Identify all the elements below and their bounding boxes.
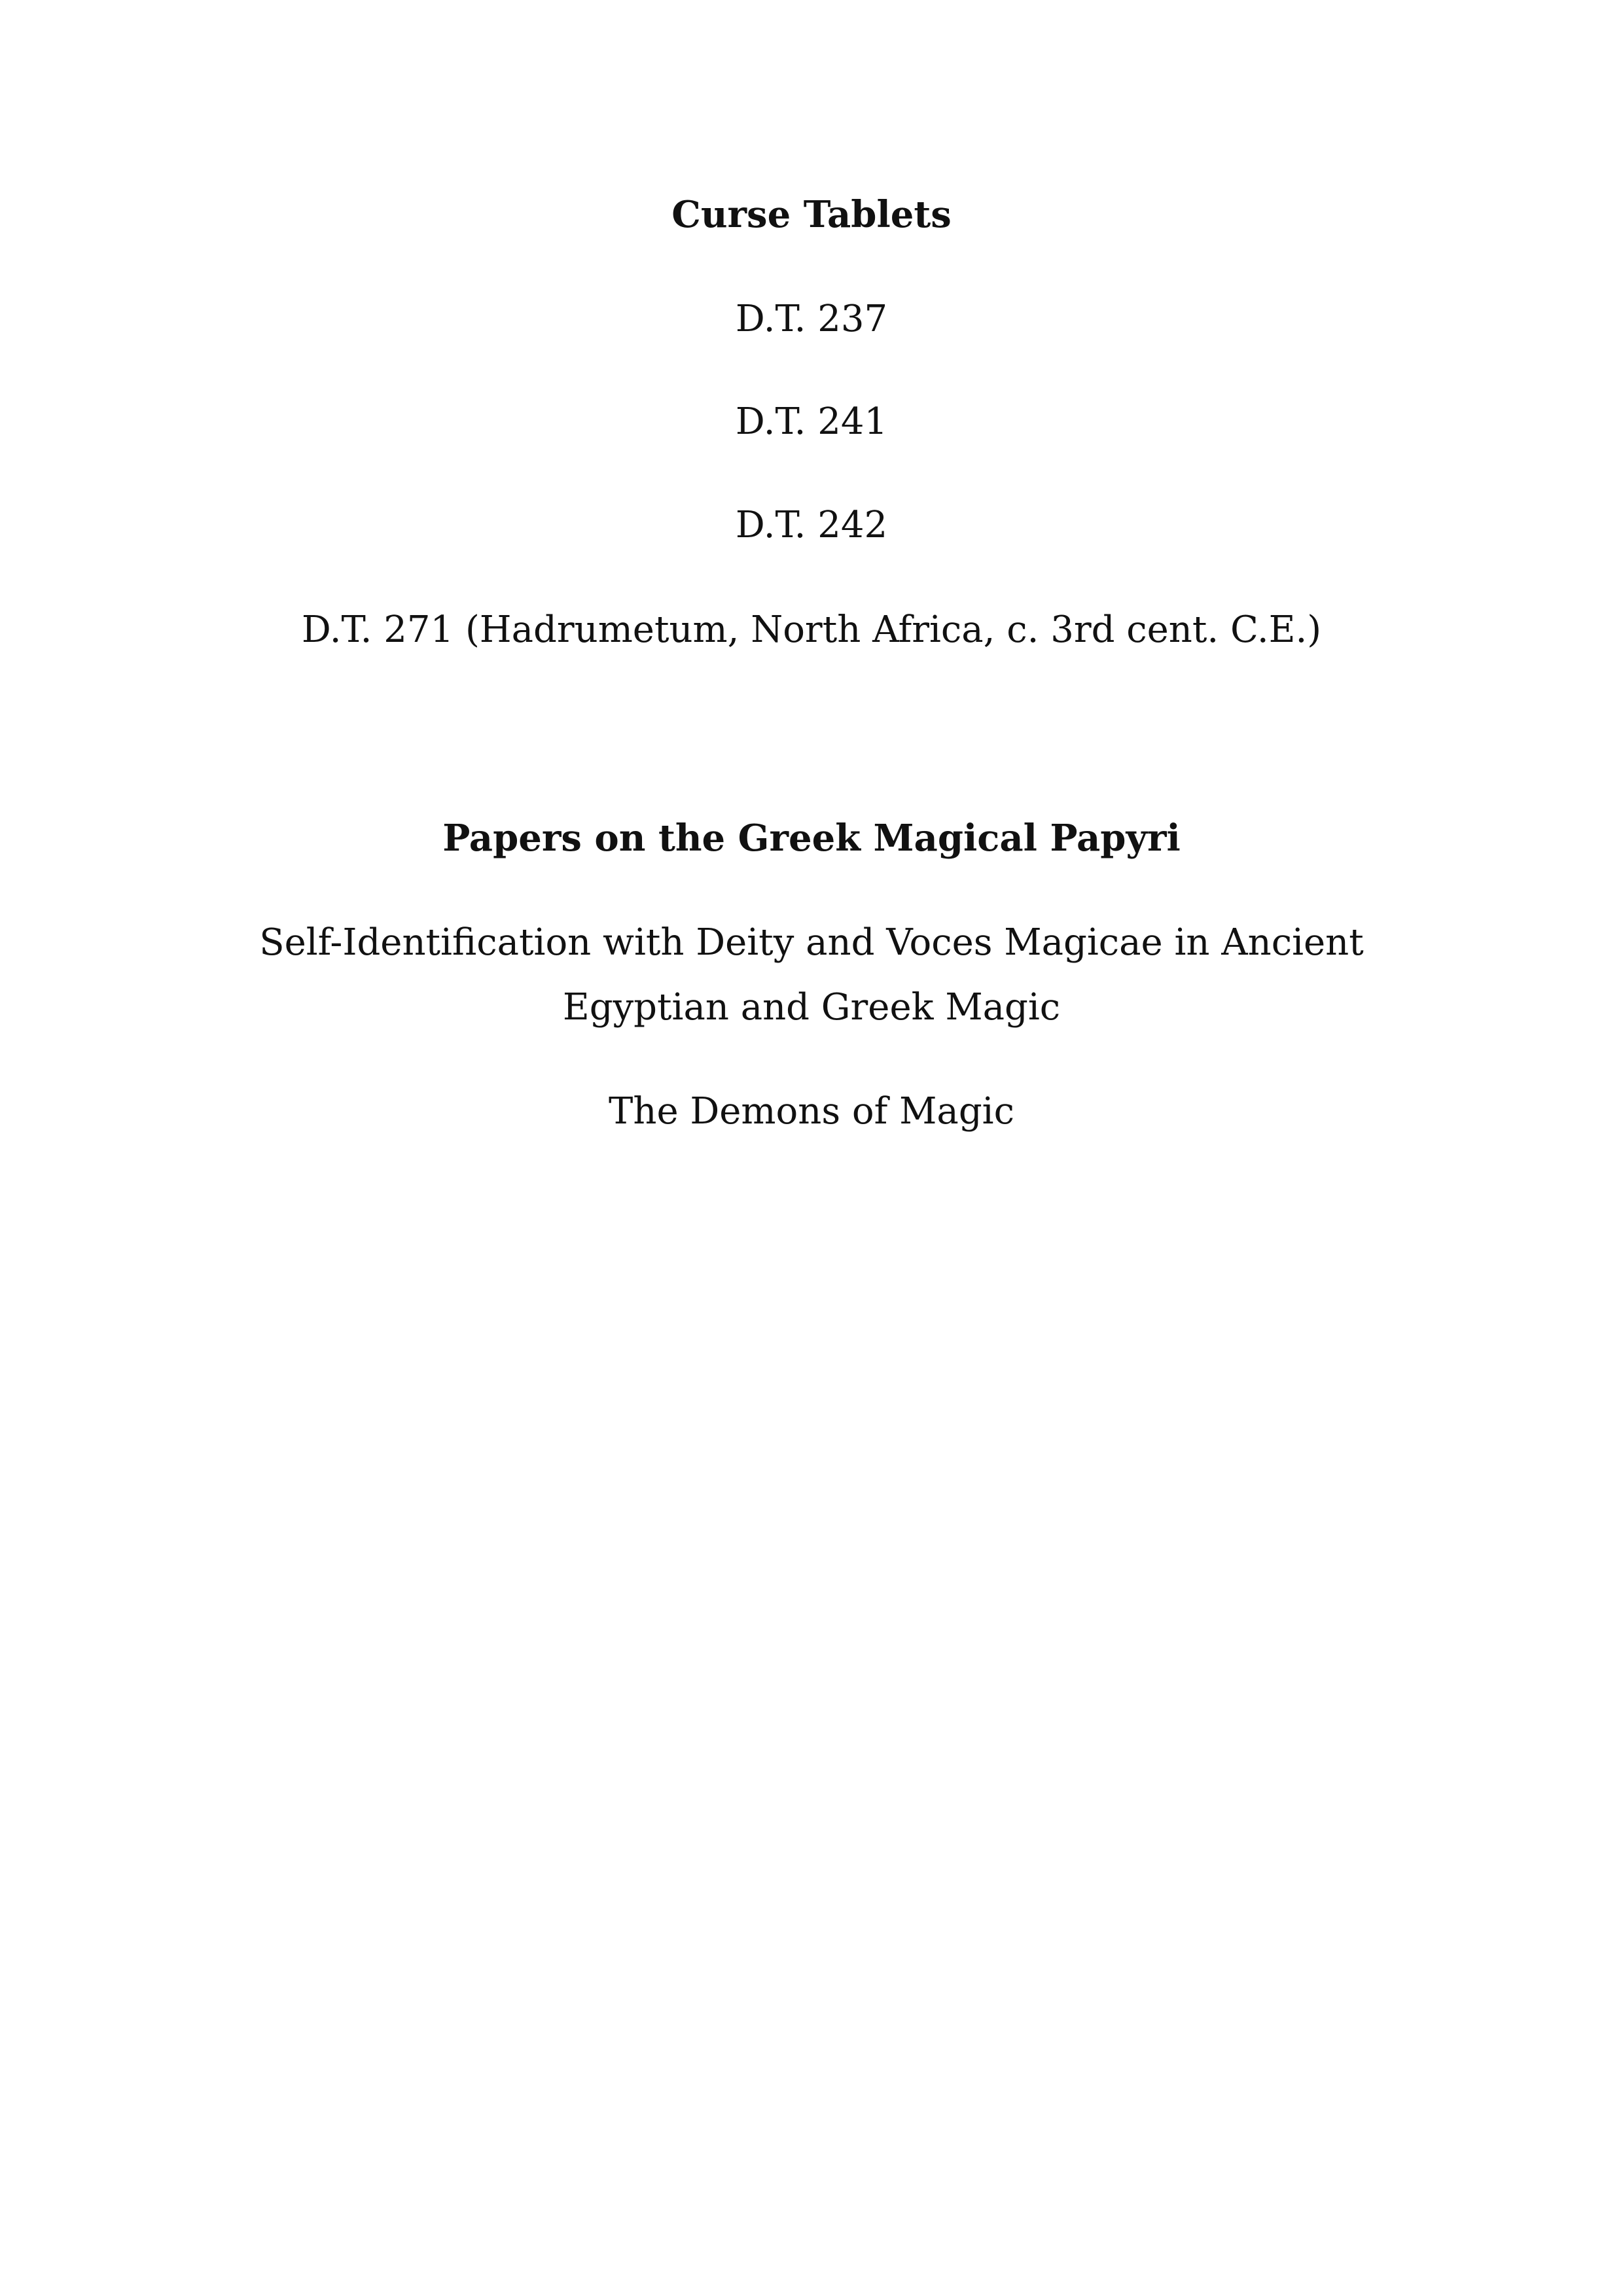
list-item-dt-242: D.T. 242 — [735, 504, 888, 546]
list-item-dt-237: D.T. 237 — [735, 298, 888, 340]
list-item-self-identification-line-1: Self-Identification with Deity and Voces Magicae in Ancient — [259, 921, 1364, 964]
list-item-dt-241: D.T. 241 — [735, 400, 888, 443]
list-item-demons-of-magic: The Demons of Magic — [609, 1090, 1014, 1133]
section-heading-greek-magical-papyri: Papers on the Greek Magical Papyri — [442, 817, 1181, 860]
section-heading-curse-tablets: Curse Tablets — [671, 193, 952, 236]
list-item-self-identification-line-2: Egyptian and Greek Magic — [562, 986, 1061, 1029]
list-item-dt-271: D.T. 271 (Hadrumetum, North Africa, c. 3rd cent. C.E.) — [301, 609, 1322, 651]
